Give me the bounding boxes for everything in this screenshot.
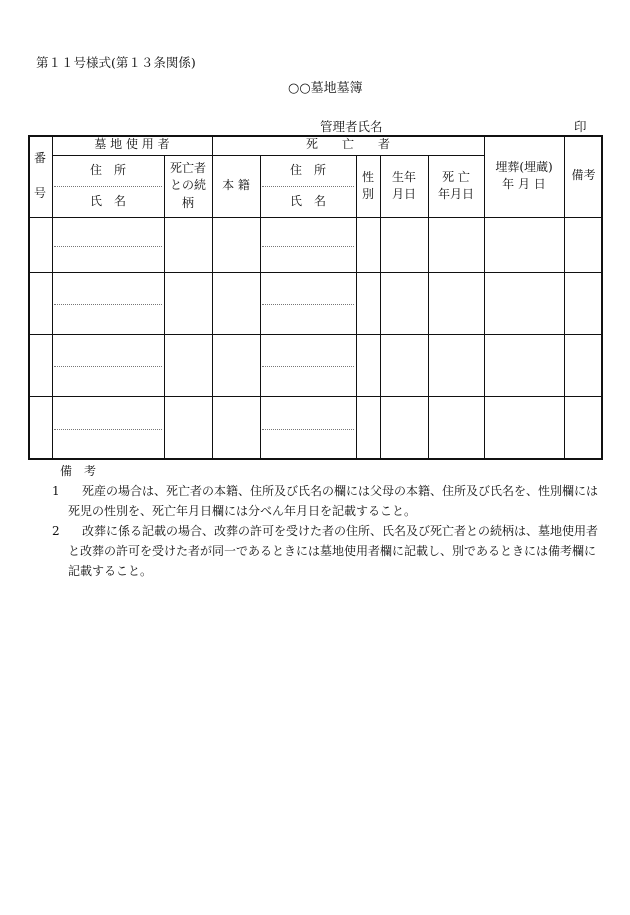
header-deceased-address — [260, 155, 356, 186]
table-row — [28, 334, 603, 396]
address-name-separator — [262, 186, 354, 187]
header-domicile-text: 本 籍 — [222, 178, 250, 193]
header-address-text: 住 所 — [89, 162, 126, 177]
header-deceased-text: 死 亡 者 — [305, 137, 390, 152]
header-number-text: 番 号 — [33, 150, 46, 200]
header-grave-user — [52, 135, 212, 155]
note-number: 2 — [52, 524, 60, 538]
note-number: 1 — [52, 484, 60, 498]
header-remarks — [564, 135, 603, 217]
header-deceased-address-text: 住 所 — [289, 162, 326, 177]
manager-name-label: 管理者氏名 — [320, 119, 383, 134]
header-sex — [356, 155, 380, 217]
address-name-separator — [54, 186, 162, 187]
header-domicile — [212, 155, 260, 217]
header-death-date — [428, 155, 484, 217]
note-item — [52, 481, 600, 521]
header-birth-date-text: 生年 月日 — [391, 169, 416, 201]
header-name — [52, 186, 164, 217]
table-row — [28, 272, 603, 334]
header-death-date-text: 死 亡 年月日 — [437, 169, 474, 201]
header-birth-date — [380, 155, 428, 217]
table-row — [28, 217, 603, 272]
note-item — [52, 521, 600, 581]
register-title: ○○墓地墓簿 — [288, 81, 363, 96]
table-row — [28, 396, 603, 460]
header-burial — [484, 135, 564, 217]
header-deceased-name-text: 氏 名 — [289, 193, 326, 208]
header-deceased — [212, 135, 484, 155]
header-remarks-text: 備考 — [571, 168, 596, 183]
header-burial-text: 埋葬(埋蔵) 年 月 日 — [495, 159, 553, 191]
header-grave-user-text: 墓 地 使 用 者 — [94, 137, 170, 152]
header-name-text: 氏 名 — [89, 193, 126, 208]
header-address — [52, 155, 164, 186]
header-relationship — [164, 155, 212, 217]
register-table — [28, 135, 603, 460]
notes-heading: 備 考 — [60, 464, 97, 478]
header-sex-text: 性 別 — [361, 169, 374, 201]
note-text: 死産の場合は、死亡者の本籍、住所及び氏名の欄には父母の本籍、住所及び氏名を、性別欄には死児の性別を、死亡年月日欄には分べん年月日を記載すること。 — [68, 484, 599, 518]
note-text: 改葬に係る記載の場合、改葬の許可を受けた者の住所、氏名及び死亡者との続柄は、墓地使用者と改葬の許可を受けた者が同一であるときには墓地使用者欄に記載し、別であるときには備考欄に記載すること。 — [68, 524, 599, 578]
form-number-label: 第１１号様式(第１３条関係) — [36, 55, 196, 70]
header-relationship-text: 死亡者 との続 柄 — [169, 160, 206, 210]
notes-section — [52, 461, 600, 581]
notes-list — [52, 481, 600, 581]
header-deceased-name — [260, 186, 356, 217]
seal-mark: 印 — [574, 119, 587, 134]
header-number — [28, 135, 52, 217]
